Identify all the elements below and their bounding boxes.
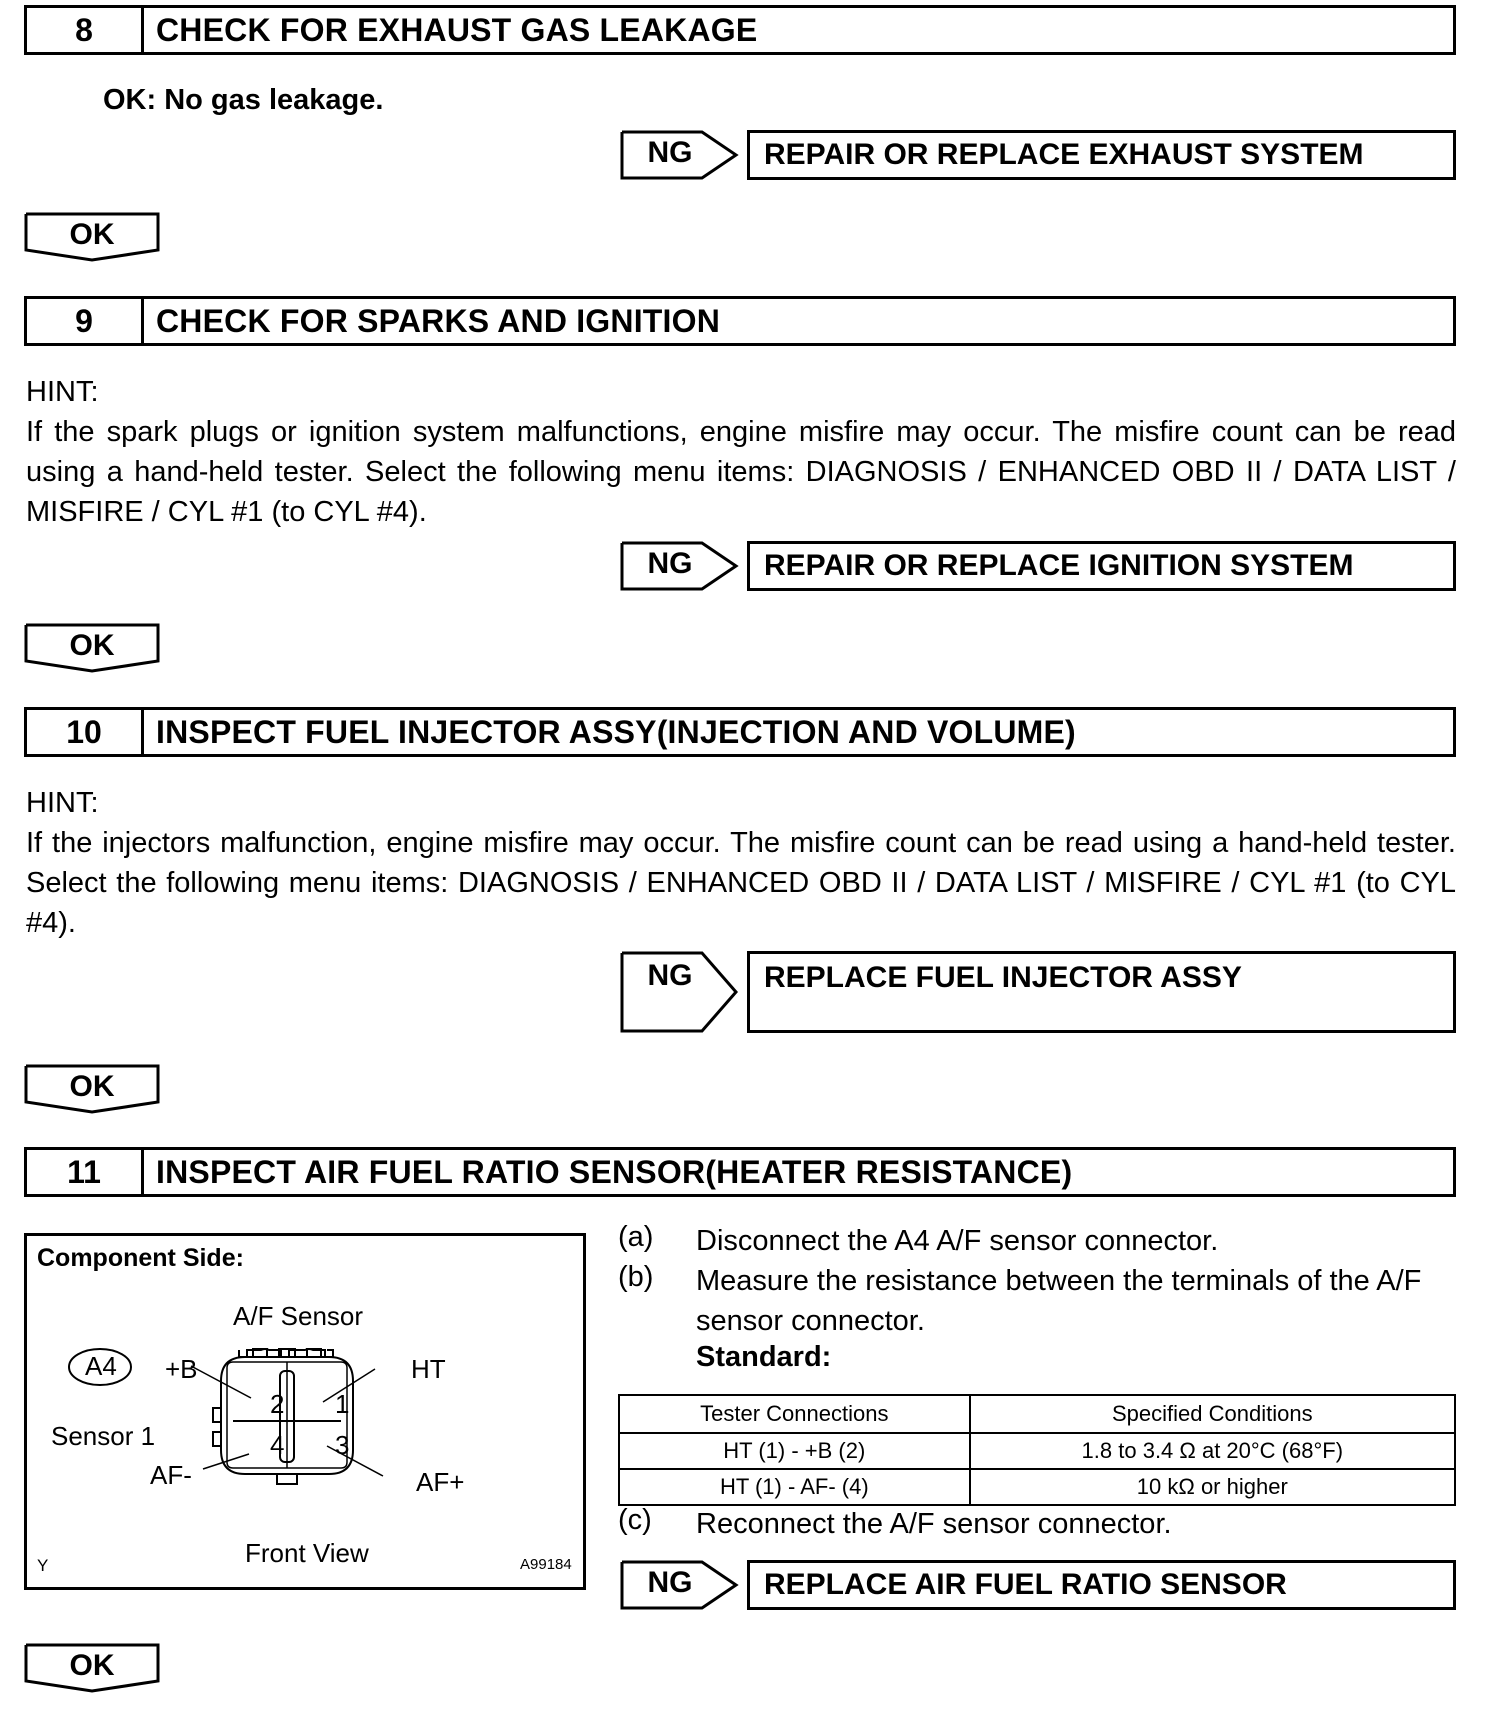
spec-table <box>618 1394 1456 1506</box>
ok-label: OK <box>69 1070 115 1103</box>
connector-code: A4 <box>85 1351 117 1381</box>
diagram-title: Component Side: <box>37 1244 244 1272</box>
ng-action: REPLACE AIR FUEL RATIO SENSOR <box>747 1560 1456 1610</box>
hint-text: If the injectors malfunction, engine misfire may occur. The misfire count can be read using a hand-held tester. Select the following menu items: DIAGNOSIS / ENHANCED OBD II / DATA LIST / MISFIRE / CYL #1 (to CYL #4). <box>26 827 1456 939</box>
step-title: CHECK FOR SPARKS AND IGNITION <box>156 302 721 339</box>
connector-drawing <box>27 1236 583 1587</box>
ng-label: NG <box>647 136 693 169</box>
ng-arrow <box>620 951 748 1033</box>
ng-label: NG <box>647 959 693 992</box>
instruction-text: Disconnect the A4 A/F sensor connector. <box>696 1225 1219 1257</box>
ng-arrow <box>620 1560 748 1610</box>
terminal-af-plus-label: AF+ <box>416 1467 465 1497</box>
step-9-header <box>24 296 1456 346</box>
step-11-header <box>24 1147 1456 1197</box>
ok-label: OK <box>69 629 115 662</box>
ok-arrow <box>24 1643 160 1693</box>
ng-action: REPAIR OR REPLACE EXHAUST SYSTEM <box>747 130 1456 180</box>
ok-condition: OK: No gas leakage. <box>103 84 384 116</box>
ng-label: NG <box>647 547 693 580</box>
figure-id: A99184 <box>520 1556 572 1573</box>
table-cell: 10 kΩ or higher <box>970 1469 1455 1505</box>
ng-action: REPAIR OR REPLACE IGNITION SYSTEM <box>747 541 1456 591</box>
table-header: Tester Connections <box>619 1395 970 1433</box>
hint-label: HINT: <box>26 376 99 408</box>
instruction-mark: (b) <box>618 1261 654 1293</box>
table-row <box>619 1433 1455 1469</box>
ng-action: REPLACE FUEL INJECTOR ASSY <box>747 951 1456 1033</box>
sensor-name: Sensor 1 <box>51 1421 156 1451</box>
ng-label: NG <box>647 1566 693 1599</box>
instruction-text: Measure the resistance between the terminals of the A/F sensor connector. <box>696 1265 1422 1337</box>
instruction-mark: (c) <box>618 1504 652 1536</box>
connector-diagram <box>24 1233 586 1590</box>
table-header-row <box>619 1395 1455 1433</box>
ng-arrow <box>620 130 748 180</box>
step-10-header <box>24 707 1456 757</box>
step-number: 10 <box>27 710 144 754</box>
step-number: 11 <box>27 1150 144 1194</box>
standard-label: Standard: <box>696 1341 832 1373</box>
pin-2: 2 <box>270 1389 285 1419</box>
step-number: 8 <box>27 8 144 52</box>
view-label: Front View <box>245 1538 369 1568</box>
step-number: 9 <box>27 299 144 343</box>
table-cell: HT (1) - AF- (4) <box>619 1469 970 1505</box>
pin-4: 4 <box>270 1430 285 1460</box>
terminal-ht-label: HT <box>411 1354 446 1384</box>
table-cell: 1.8 to 3.4 Ω at 20°C (68°F) <box>970 1433 1455 1469</box>
hint-text: If the spark plugs or ignition system malfunctions, engine misfire may occur. The misfire count can be read using a hand-held tester. Select the following menu items: DIAGNOSIS / ENHANCED OBD II / DATA LIST / MISFIRE / CYL #1 (to CYL #4). <box>26 416 1456 528</box>
step-8-header <box>24 5 1456 55</box>
pin-3: 3 <box>335 1430 350 1460</box>
corner-code: Y <box>37 1556 49 1575</box>
terminal-af-minus-label: AF- <box>150 1460 192 1490</box>
step-title: CHECK FOR EXHAUST GAS LEAKAGE <box>156 11 758 48</box>
table-cell: HT (1) - +B (2) <box>619 1433 970 1469</box>
hint-label: HINT: <box>26 787 99 819</box>
instruction-text: Reconnect the A/F sensor connector. <box>696 1508 1172 1540</box>
table-header: Specified Conditions <box>970 1395 1455 1433</box>
ok-arrow <box>24 623 160 673</box>
ng-arrow <box>620 541 748 591</box>
step-title: INSPECT AIR FUEL RATIO SENSOR(HEATER RESISTANCE) <box>156 1153 1073 1190</box>
instruction-mark: (a) <box>618 1221 654 1253</box>
ok-label: OK <box>69 218 115 251</box>
table-row <box>619 1469 1455 1505</box>
ok-label: OK <box>69 1649 115 1682</box>
ok-arrow <box>24 1064 160 1114</box>
terminal-plus-b-label: +B <box>165 1354 198 1384</box>
ok-arrow <box>24 212 160 262</box>
sensor-label: A/F Sensor <box>233 1301 364 1331</box>
step-title: INSPECT FUEL INJECTOR ASSY(INJECTION AND VOLUME) <box>156 713 1076 750</box>
pin-1: 1 <box>335 1389 350 1419</box>
